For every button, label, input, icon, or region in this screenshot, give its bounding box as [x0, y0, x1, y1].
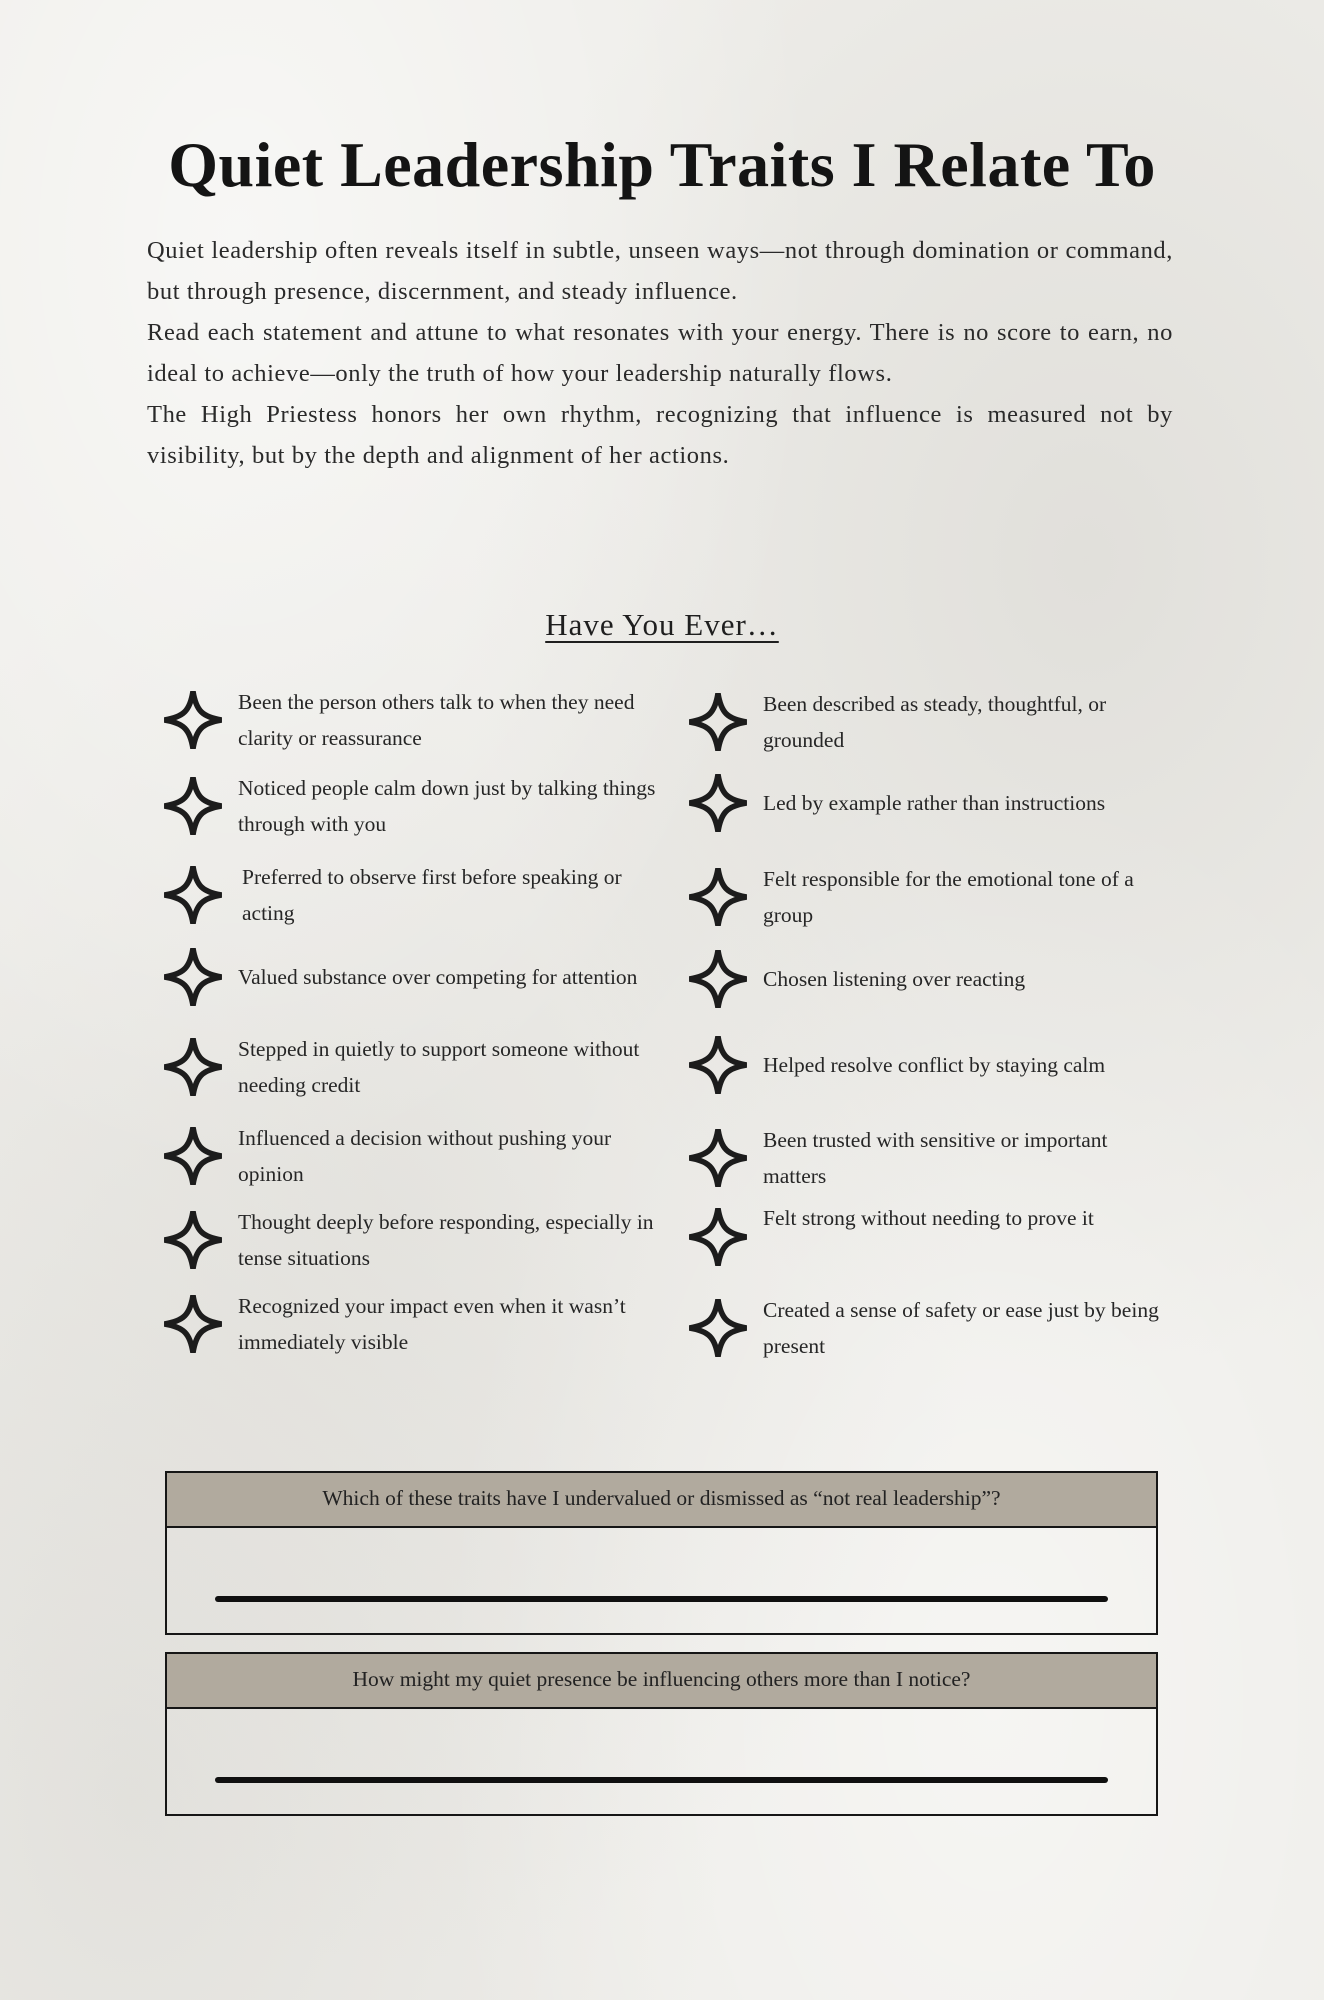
- four-point-star-icon: [162, 775, 224, 837]
- trait-label: Valued substance over competing for attention: [238, 965, 638, 989]
- reflection-prompt-box: [165, 1652, 1158, 1816]
- answer-area[interactable]: [167, 1709, 1156, 1814]
- trait-label: Been the person others talk to when they need clarity or reassurance: [238, 690, 635, 750]
- four-point-star-icon: [687, 772, 749, 834]
- trait-item[interactable]: [162, 1204, 658, 1276]
- four-point-star-icon: [162, 1293, 224, 1355]
- trait-label: Thought deeply before responding, especially in tense situations: [238, 1210, 654, 1270]
- four-point-star-icon: [162, 689, 224, 751]
- answer-line: [215, 1596, 1108, 1602]
- trait-item[interactable]: [687, 948, 1173, 1010]
- trait-item[interactable]: [687, 861, 1173, 933]
- trait-item[interactable]: [687, 1292, 1173, 1364]
- trait-item[interactable]: [162, 1031, 658, 1103]
- four-point-star-icon: [687, 1297, 749, 1359]
- trait-item[interactable]: [687, 772, 1173, 834]
- four-point-star-icon: [687, 691, 749, 753]
- intro-text: [147, 230, 1173, 476]
- four-point-star-icon: [162, 946, 224, 1008]
- trait-label: Led by example rather than instructions: [763, 791, 1106, 815]
- four-point-star-icon: [687, 1034, 749, 1096]
- trait-item[interactable]: [687, 686, 1173, 758]
- intro-paragraph: The High Priestess honors her own rhythm, recognizing that influence is measured not by visibility, but by the depth and alignment of her actions.: [147, 401, 1173, 469]
- section-heading: Have You Ever…: [545, 607, 779, 642]
- answer-line: [215, 1777, 1108, 1783]
- trait-label: Created a sense of safety or ease just by being present: [763, 1298, 1159, 1358]
- trait-item[interactable]: [162, 1120, 658, 1192]
- trait-item[interactable]: [162, 1288, 658, 1360]
- intro-paragraph: Quiet leadership often reveals itself in subtle, unseen ways—not through domination or command, but through presence, discernment, and steady influence.: [147, 237, 1173, 305]
- trait-label: Influenced a decision without pushing your opinion: [238, 1126, 612, 1186]
- trait-label: Noticed people calm down just by talking things through with you: [238, 776, 656, 836]
- trait-item[interactable]: [162, 770, 658, 842]
- prompt-question: Which of these traits have I undervalued or dismissed as “not real leadership”?: [167, 1473, 1156, 1528]
- trait-label: Felt responsible for the emotional tone of a group: [763, 867, 1134, 927]
- trait-item[interactable]: [162, 946, 658, 1008]
- trait-item[interactable]: [687, 1122, 1173, 1194]
- four-point-star-icon: [687, 866, 749, 928]
- trait-item[interactable]: [162, 684, 658, 756]
- four-point-star-icon: [687, 948, 749, 1010]
- trait-label: Been trusted with sensitive or important matters: [763, 1128, 1108, 1188]
- trait-item[interactable]: [162, 859, 662, 931]
- trait-item[interactable]: [687, 1034, 1173, 1096]
- prompt-question: How might my quiet presence be influencing others more than I notice?: [167, 1654, 1156, 1709]
- reflection-prompt-box: [165, 1471, 1158, 1635]
- four-point-star-icon: [162, 864, 224, 926]
- trait-label: Helped resolve conflict by staying calm: [763, 1053, 1106, 1077]
- four-point-star-icon: [162, 1209, 224, 1271]
- page-title: Quiet Leadership Traits I Relate To: [168, 129, 1156, 200]
- answer-area[interactable]: [167, 1528, 1156, 1633]
- trait-label: Stepped in quietly to support someone without needing credit: [238, 1037, 640, 1097]
- trait-item[interactable]: [687, 1206, 1173, 1268]
- trait-label: Recognized your impact even when it wasn’t immediately visible: [238, 1294, 626, 1354]
- trait-label: Preferred to observe first before speaking or acting: [242, 865, 622, 925]
- four-point-star-icon: [687, 1127, 749, 1189]
- trait-label: Felt strong without needing to prove it: [763, 1206, 1094, 1230]
- trait-label: Chosen listening over reacting: [763, 967, 1026, 991]
- four-point-star-icon: [687, 1206, 749, 1268]
- four-point-star-icon: [162, 1125, 224, 1187]
- trait-label: Been described as steady, thoughtful, or grounded: [763, 692, 1107, 752]
- four-point-star-icon: [162, 1036, 224, 1098]
- intro-paragraph: Read each statement and attune to what resonates with your energy. There is no score to earn, no ideal to achieve—only the truth of how your leadership naturally flows.: [147, 319, 1173, 387]
